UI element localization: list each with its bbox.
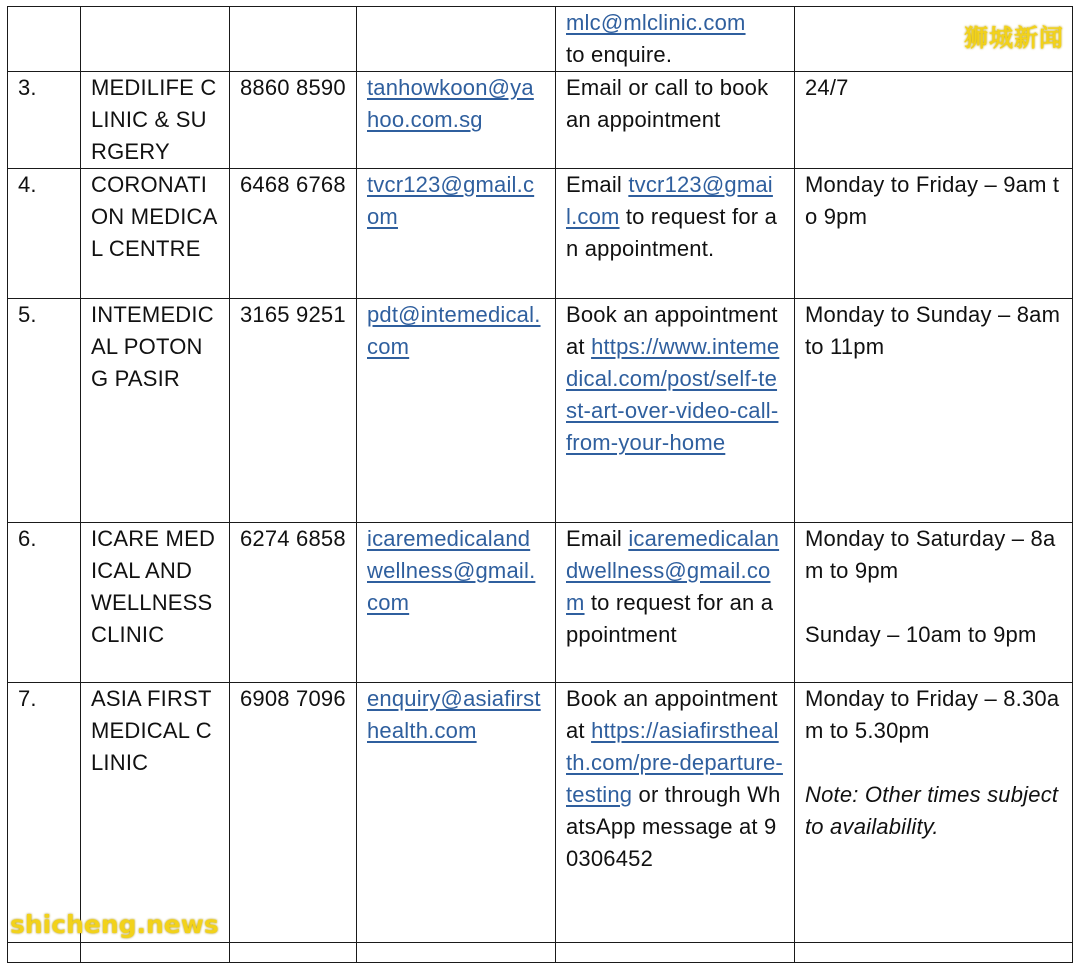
watermark-logo-bottom: shicheng.news — [10, 910, 219, 939]
phone-number: 6468 6768 — [240, 172, 346, 197]
row-number-text: 4. — [18, 172, 37, 197]
table-row — [8, 7, 1073, 72]
row-number-text: 7. — [18, 686, 37, 711]
phone-number: 6908 7096 — [240, 686, 346, 711]
email-cell — [357, 72, 556, 169]
row-number — [8, 683, 81, 943]
how-to-book-cell — [556, 7, 795, 72]
hours-cell — [795, 72, 1073, 169]
email-link[interactable]: enquiry@asiafirsthealth.com — [367, 686, 541, 743]
row-number — [8, 523, 81, 683]
email-link[interactable]: tvcr123@gmail.com — [367, 172, 535, 229]
table-row-partial — [8, 943, 1073, 963]
empty-cell — [556, 943, 795, 963]
phone-number: 3165 9251 — [240, 302, 346, 327]
table-row — [8, 523, 1073, 683]
row-number-text: 3. — [18, 75, 37, 100]
empty-cell — [81, 943, 230, 963]
clinic-name-cell — [81, 523, 230, 683]
table-row — [8, 72, 1073, 169]
email-cell — [357, 683, 556, 943]
phone-cell — [230, 299, 357, 523]
booking-link[interactable]: https://asiafirsthealth.com/pre-departure-testing — [566, 718, 783, 807]
clinic-name-cell — [81, 683, 230, 943]
table-row — [8, 683, 1073, 943]
email-cell — [357, 299, 556, 523]
enquiry-email-link[interactable]: mlc@mlclinic.com — [566, 10, 746, 35]
how-to-book-text: Email — [566, 526, 623, 551]
phone-number: 6274 6858 — [240, 526, 346, 551]
row-number — [8, 299, 81, 523]
empty-cell — [795, 943, 1073, 963]
empty-cell — [357, 943, 556, 963]
empty-cell — [8, 943, 81, 963]
phone-cell — [230, 683, 357, 943]
clinic-name: ICARE MEDICAL AND WELLNESS CLINIC — [91, 526, 216, 647]
how-to-book-text: to enquire. — [566, 42, 673, 67]
how-to-book-cell — [556, 523, 795, 683]
phone-cell — [230, 523, 357, 683]
hours-note: Note: Other times subject to availability. — [805, 782, 1059, 839]
booking-link[interactable]: https://www.intemedical.com/post/self-test-art-over-video-call-from-your-home — [566, 334, 780, 455]
email-link[interactable]: pdt@intemedical.com — [367, 302, 541, 359]
how-to-book-text: Book an appointment at — [566, 686, 778, 743]
spacer — [805, 587, 1062, 619]
row-number — [8, 169, 81, 299]
clinic-table — [7, 6, 1073, 963]
table-row — [8, 299, 1073, 523]
clinic-name: MEDILIFE CLINIC & SURGERY — [91, 75, 217, 164]
clinic-name: INTEMEDICAL POTONG PASIR — [91, 302, 214, 391]
how-to-book-cell — [556, 683, 795, 943]
how-to-book-cell — [556, 299, 795, 523]
clinic-name: CORONATION MEDICAL CENTRE — [91, 172, 218, 261]
email-link[interactable]: tanhowkoon@yahoo.com.sg — [367, 75, 534, 132]
phone-cell — [230, 169, 357, 299]
phone-number: 8860 8590 — [240, 75, 346, 100]
opening-hours: Monday to Sunday – 8am to 11pm — [805, 302, 1061, 359]
row-number-text: 5. — [18, 302, 37, 327]
empty-cell — [230, 943, 357, 963]
how-to-book-text-after: to request for an appointment — [566, 590, 774, 647]
booking-link[interactable]: icaremedicalandwellness@gmail.com — [566, 526, 780, 615]
spacer — [805, 747, 1062, 779]
row-number-text: 6. — [18, 526, 37, 551]
no-cell — [8, 7, 81, 72]
row-number — [8, 72, 81, 169]
how-to-book-text: Book an appointment at — [566, 302, 778, 359]
how-to-book-text-after: to request for an appointment. — [566, 204, 778, 261]
email-cell — [357, 7, 556, 72]
email-cell — [357, 169, 556, 299]
opening-hours: Monday to Saturday – 8am to 9pm — [805, 526, 1056, 583]
phone-cell — [230, 7, 357, 72]
opening-hours: Monday to Friday – 8.30am to 5.30pm — [805, 686, 1060, 743]
clinic-name: ASIA FIRST MEDICAL CLINIC — [91, 686, 212, 775]
hours-cell — [795, 523, 1073, 683]
opening-hours: Monday to Friday – 9am to 9pm — [805, 172, 1060, 229]
phone-cell — [230, 72, 357, 169]
clinic-name-cell — [81, 72, 230, 169]
email-link[interactable]: icaremedicalandwellness@gmail.com — [367, 526, 536, 615]
hours-cell — [795, 683, 1073, 943]
how-to-book-text: Email or call to book an appointment — [566, 75, 769, 132]
opening-hours: 24/7 — [805, 75, 849, 100]
clinic-name-cell — [81, 299, 230, 523]
how-to-book-text: Email — [566, 172, 623, 197]
email-cell — [357, 523, 556, 683]
hours-cell — [795, 169, 1073, 299]
how-to-book-cell — [556, 72, 795, 169]
opening-hours-extra: Sunday – 10am to 9pm — [805, 622, 1037, 647]
table-row — [8, 169, 1073, 299]
how-to-book-text-after: or through WhatsApp message at 90306452 — [566, 782, 781, 871]
hours-cell — [795, 299, 1073, 523]
clinic-name-cell — [81, 169, 230, 299]
booking-link[interactable]: tvcr123@gmail.com — [566, 172, 773, 229]
clinic-name-cell — [81, 7, 230, 72]
watermark-logo-top: 狮城新闻 — [964, 24, 1064, 52]
how-to-book-cell — [556, 169, 795, 299]
